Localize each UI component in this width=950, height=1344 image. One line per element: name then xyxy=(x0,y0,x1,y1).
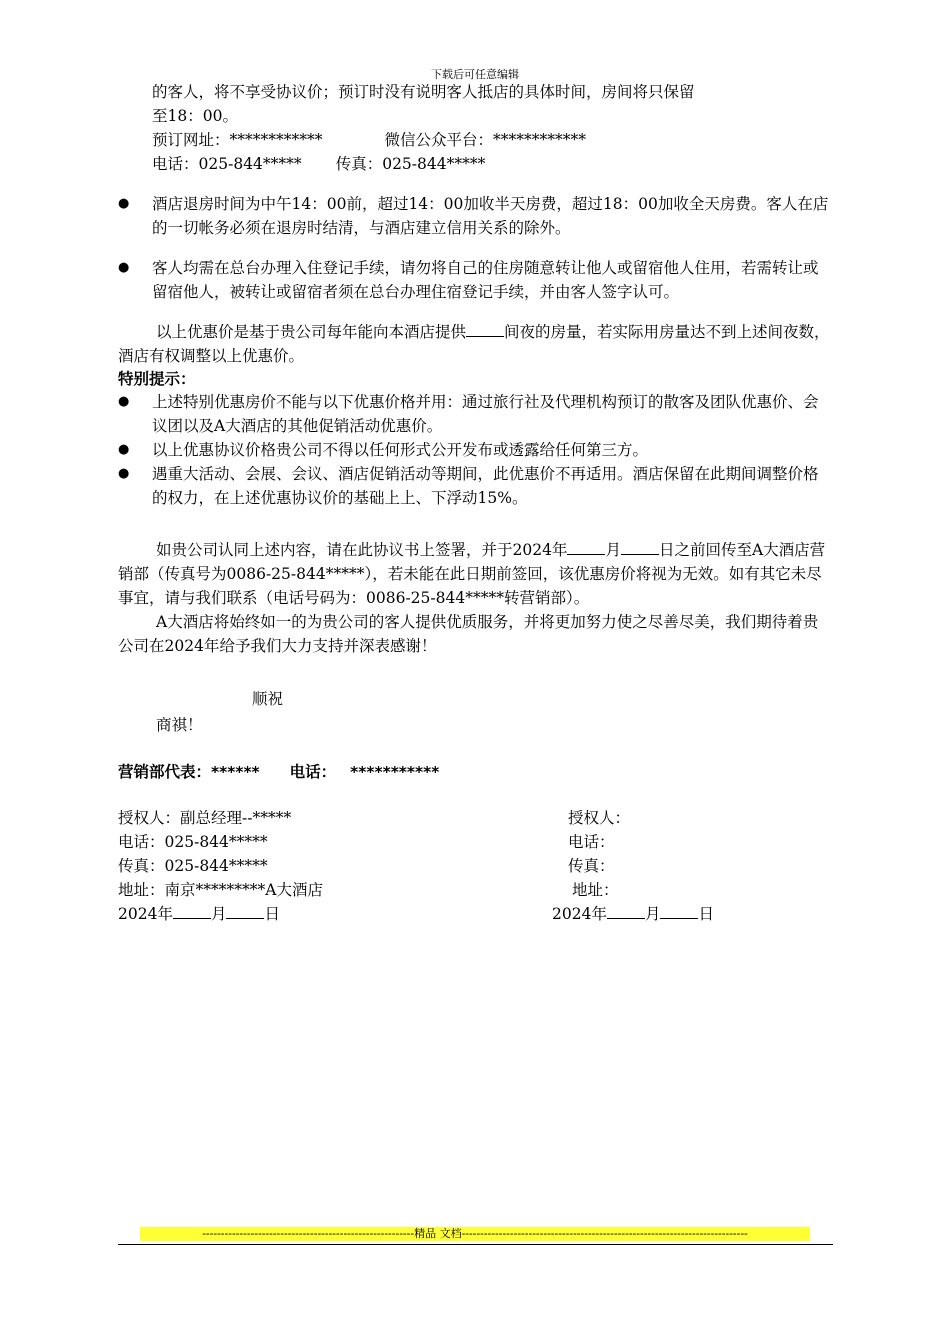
intro-fax-label: 传真： xyxy=(335,155,383,173)
bullet-dot-icon: ● xyxy=(118,196,130,211)
left-day-blank[interactable] xyxy=(226,902,264,919)
document-page xyxy=(118,80,833,926)
bullet-dot-icon: ● xyxy=(118,442,130,457)
bullet-dot-icon: ● xyxy=(118,394,130,409)
rep-value: ****** xyxy=(211,763,260,781)
rep-phone-value: *********** xyxy=(350,763,440,781)
volume-blank[interactable] xyxy=(466,320,504,337)
special-notice-title: 特别提示： xyxy=(118,370,196,388)
bullet-text: 以上优惠协议价格贵公司不得以任何形式公开发布或透露给任何第三方。 xyxy=(152,441,649,459)
left-fax: 传真：025-844***** xyxy=(118,857,268,875)
right-date xyxy=(552,902,833,926)
left-authorizer: 授权人：副总经理--***** xyxy=(118,809,292,827)
list-item xyxy=(118,390,833,438)
sign-paragraph xyxy=(118,538,833,610)
left-phone: 电话：025-844***** xyxy=(118,833,268,851)
bullet-dot-icon: ● xyxy=(118,466,130,481)
rep-phone-label: 电话： xyxy=(289,763,337,781)
left-address: 地址：南京*********A大酒店 xyxy=(118,881,323,899)
right-address[interactable]: 地址： xyxy=(572,881,619,899)
volume-text-after: 间夜的房量，若实际用房量达不到上述间夜数，酒店有权调整以上优惠价。 xyxy=(118,323,830,365)
booking-site-label: 预订网址： xyxy=(152,131,230,149)
intro-fax-value: 025-844***** xyxy=(382,155,486,173)
signature-block xyxy=(118,806,833,926)
right-month-blank[interactable] xyxy=(607,902,645,919)
footer-banner xyxy=(140,1227,810,1241)
intro-line-2: 至18：00。 xyxy=(152,107,238,125)
footer-text: 精品 文档 xyxy=(414,1227,462,1240)
booking-site-value: ************ xyxy=(229,131,323,149)
volume-paragraph xyxy=(118,320,833,368)
right-fax[interactable]: 传真： xyxy=(568,857,615,875)
list-item xyxy=(118,462,833,510)
volume-text-before: 以上优惠价是基于贵公司每年能向本酒店提供 xyxy=(156,323,467,341)
rep-label: 营销部代表： xyxy=(118,763,212,781)
wechat-value: ************ xyxy=(493,131,587,149)
left-date xyxy=(118,902,552,926)
sign-text-3: 日之前回传至A大酒店营销部（传真号为0086-25-844*****），若未能在此日期前签回，该优惠房价将视为无效。如有其它未尽事宜，请与我们联系（电话号码为：0086-25-844*****转营销部）。 xyxy=(118,541,826,607)
footer-rule xyxy=(118,1244,833,1245)
left-date-month: 月 xyxy=(210,905,227,923)
bullet-dot-icon: ● xyxy=(118,260,130,275)
rep-line xyxy=(118,760,833,784)
bullet-text: 上述特别优惠房价不能与以下优惠价格并用：通过旅行社及代理机构预订的散客及团队优惠价、会议团以及A大酒店的其他促销活动优惠价。 xyxy=(152,393,819,435)
header-note: 下载后可任意编辑 xyxy=(431,68,519,81)
intro-phone-value: 025-844***** xyxy=(198,155,302,173)
right-date-month: 月 xyxy=(644,905,661,923)
wechat-label: 微信公众平台： xyxy=(384,131,494,149)
left-month-blank[interactable] xyxy=(173,902,211,919)
list-item xyxy=(118,438,833,462)
intro-block xyxy=(118,80,833,176)
intro-phone-label: 电话： xyxy=(152,155,199,173)
right-phone[interactable]: 电话： xyxy=(568,833,615,851)
bullet-text: 客人均需在总台办理入住登记手续，请勿将自己的住房随意转让他人或留宿他人住用，若需转让或留宿他人，被转让或留宿者须在总台办理住宿登记手续，并由客人签字认可。 xyxy=(152,259,819,301)
bullet-text: 酒店退房时间为中午14：00前，超过14：00加收半天房费，超过18：00加收全天房费。客人在店的一切帐务必须在退房时结清，与酒店建立信用关系的除外。 xyxy=(152,195,829,237)
intro-line-1: 的客人，将不享受协议价；预订时没有说明客人抵店的具体时间，房间将只保留 xyxy=(152,83,695,101)
list-item xyxy=(118,256,833,304)
bullet-text: 遇重大活动、会展、会议、酒店促销活动等期间，此优惠价不再适用。酒店保留在此期间调整价格的权力，在上述优惠协议价的基础上上、下浮动15%。 xyxy=(152,465,819,507)
day-blank[interactable] xyxy=(621,538,659,555)
closing-line-2: 商祺！ xyxy=(156,716,203,734)
thanks-paragraph: A大酒店将始终如一的为贵公司的客人提供优质服务，并将更加努力使之尽善尽美，我们期待着贵公司在2024年给予我们大力支持并深表感谢！ xyxy=(118,613,819,655)
sign-text-1: 如贵公司认同上述内容，请在此协议书上签署，并于2024年 xyxy=(156,541,568,559)
list-item xyxy=(118,192,833,240)
footer-dashes-left: --------------------------------------------------------- xyxy=(202,1227,415,1240)
sign-text-2: 月 xyxy=(605,541,621,559)
right-date-day: 日 xyxy=(698,905,714,923)
right-day-blank[interactable] xyxy=(660,902,698,919)
left-date-day: 日 xyxy=(264,905,280,923)
month-blank[interactable] xyxy=(567,538,605,555)
phone-fax-line xyxy=(152,152,833,176)
footer-dashes-right: ----------------------------------------------------------------------------- xyxy=(461,1227,748,1240)
booking-contact-line xyxy=(152,128,833,152)
closing-line-1: 顺祝 xyxy=(252,690,284,708)
right-authorizer[interactable]: 授权人： xyxy=(568,809,631,827)
left-date-year: 2024年 xyxy=(118,905,173,923)
right-date-year: 2024年 xyxy=(552,905,607,923)
